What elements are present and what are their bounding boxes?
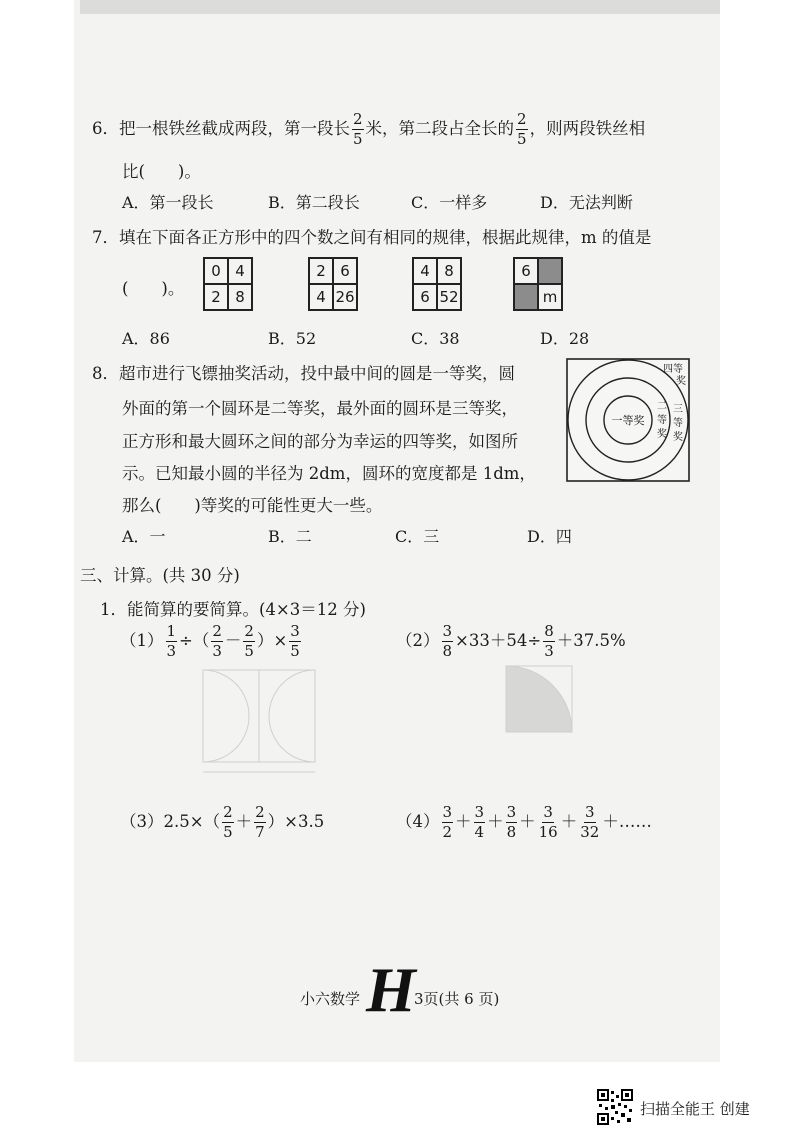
option-b: B．52 <box>268 329 317 348</box>
dartboard-figure <box>565 357 691 483</box>
bleed-through-figure <box>502 662 582 742</box>
denominator: 5 <box>353 130 363 148</box>
square-cell: 52 <box>437 284 461 310</box>
first-prize-label: 一等奖 <box>611 414 645 427</box>
fraction: $\frac{3}{5}$ <box>290 622 300 660</box>
answer-blank: ( )。 <box>122 279 185 298</box>
question-7-line1 <box>92 224 651 248</box>
square-cell: 0 <box>204 258 228 284</box>
option-c: C．一样多 <box>411 193 488 212</box>
shaded-cell <box>514 284 538 310</box>
problem-label: （2） <box>396 631 440 650</box>
second-prize-label: 二 <box>657 401 667 412</box>
question-text: 米，第二段占全长的 <box>365 119 515 138</box>
square-cell: m <box>538 284 562 310</box>
expression-text: ＋ <box>235 812 253 831</box>
problem-label: （1） <box>120 631 164 650</box>
square-cell: 26 <box>333 284 357 310</box>
option-c: C．38 <box>411 329 460 348</box>
fraction <box>516 112 528 147</box>
option-c: C．三 <box>395 527 440 546</box>
number-square-2 <box>308 257 358 311</box>
numerator: 2 <box>353 110 363 128</box>
fourth-prize-label: 奖 <box>676 376 686 387</box>
square-cell: 4 <box>413 258 437 284</box>
expression-text: ）×3.5 <box>267 812 325 831</box>
number-square-1 <box>203 257 253 311</box>
denominator: 5 <box>517 130 527 148</box>
question-text: 正方形和最大圆环之间的部分为幸运的四等奖，如图所 <box>122 432 518 451</box>
brand-logo: H <box>366 954 416 1025</box>
number-square-4 <box>513 257 563 311</box>
numerator: 2 <box>517 110 527 128</box>
shaded-cell <box>538 258 562 284</box>
problem-4: （4） $\frac{3}{2}$ ＋ $\frac{3}{4}$ ＋ $\frac{3}{8}$ ＋ $\frac{3}{16}$ ＋ $\frac{3}{32}$ ＋…… <box>396 803 652 841</box>
fraction: $\frac{1}{3}$ <box>166 622 177 660</box>
fraction: $\frac{3}{4}$ <box>474 803 485 841</box>
third-prize-label: 奖 <box>673 432 683 443</box>
option-a: A．86 <box>122 329 170 348</box>
footer-page-number: 3页(共 6 页) <box>414 990 500 1008</box>
fraction: $\frac{2}{7}$ <box>255 803 265 841</box>
fraction: $\frac{3}{32}$ <box>580 803 600 841</box>
square-cell: 6 <box>413 284 437 310</box>
fraction: $\frac{3}{8}$ <box>506 803 517 841</box>
option-a: A．第一段长 <box>122 193 214 212</box>
scanner-watermark: 扫描全能王 创建 <box>640 1100 750 1118</box>
fraction: $\frac{3}{2}$ <box>442 803 453 841</box>
question-text: 把一根铁丝截成两段，第一段长 <box>119 119 350 138</box>
option-b: B．第二段长 <box>268 193 360 212</box>
option-a: A．一 <box>122 527 166 546</box>
square-cell: 8 <box>437 258 461 284</box>
option-b: B．二 <box>268 527 312 546</box>
expression-text: ＋37.5% <box>556 631 626 650</box>
fraction <box>352 112 364 147</box>
question-text: 超市进行飞镖抽奖活动，投中最中间的圆是一等奖，圆 <box>119 364 515 383</box>
fraction: $\frac{8}{3}$ <box>544 622 554 660</box>
question-text: 示。已知最小圆的半径为 2dm，圆环的宽度都是 1dm， <box>122 464 536 483</box>
problem-2 <box>396 624 626 659</box>
question-8-line1 <box>92 360 515 384</box>
question-6-line1 <box>92 112 645 147</box>
number-square-3 <box>412 257 462 311</box>
problem-3 <box>120 805 324 840</box>
square-cell: 2 <box>204 284 228 310</box>
option-d: D．无法判断 <box>540 193 633 212</box>
square-cell: 4 <box>228 258 252 284</box>
square-cell: 6 <box>514 258 538 284</box>
second-prize-label: 奖 <box>657 429 667 440</box>
sub-question-heading: 1．能简算的要简算。(4×3＝12 分) <box>100 600 366 619</box>
scan-top-edge <box>80 0 720 14</box>
square-cell: 8 <box>228 284 252 310</box>
question-6-line2: 比( )。 <box>122 162 201 181</box>
fourth-prize-label: 四等 <box>663 364 683 375</box>
fraction: $\frac{2}{5}$ <box>223 803 233 841</box>
question-number: 7． <box>92 228 119 247</box>
fraction: $\frac{3}{8}$ <box>442 622 453 660</box>
question-number: 6． <box>92 119 119 138</box>
square-cell: 6 <box>333 258 357 284</box>
fraction: $\frac{2}{5}$ <box>244 622 254 660</box>
second-prize-label: 等 <box>657 415 667 426</box>
question-text: 填在下面各正方形中的四个数之间有相同的规律，根据此规律，m 的值是 <box>119 228 652 247</box>
expression-text: ×33＋54÷ <box>455 631 542 650</box>
expression-text: ＋…… <box>602 812 652 831</box>
third-prize-label: 三 <box>673 404 683 415</box>
third-prize-label: 等 <box>673 418 683 429</box>
qr-code-icon <box>597 1089 633 1125</box>
question-text: 那么( )等奖的可能性更大一些。 <box>122 496 383 515</box>
option-d: D．28 <box>540 329 590 348</box>
square-cell: 4 <box>309 284 333 310</box>
question-text: 外面的第一个圆环是二等奖，最外面的圆环是三等奖， <box>122 399 518 418</box>
fraction: $\frac{3}{16}$ <box>538 803 558 841</box>
square-cell: 2 <box>309 258 333 284</box>
problem-1: （1） $\frac{1}{3}$ ÷（ $\frac{2}{3}$ － $\frac{2}{5}$ ）× $\frac{3}{5}$ <box>120 622 300 660</box>
problem-label: （3）2.5×（ <box>120 812 221 831</box>
question-text: ，则两段铁丝相 <box>529 119 646 138</box>
section-heading: 三、计算。(共 30 分) <box>80 566 240 585</box>
fraction: $\frac{2}{3}$ <box>212 622 222 660</box>
question-number: 8． <box>92 364 119 383</box>
option-d: D．四 <box>527 527 572 546</box>
footer-subject: 小六数学 <box>300 990 361 1008</box>
problem-label: （4） <box>396 812 440 831</box>
bleed-through-figure <box>198 668 328 778</box>
